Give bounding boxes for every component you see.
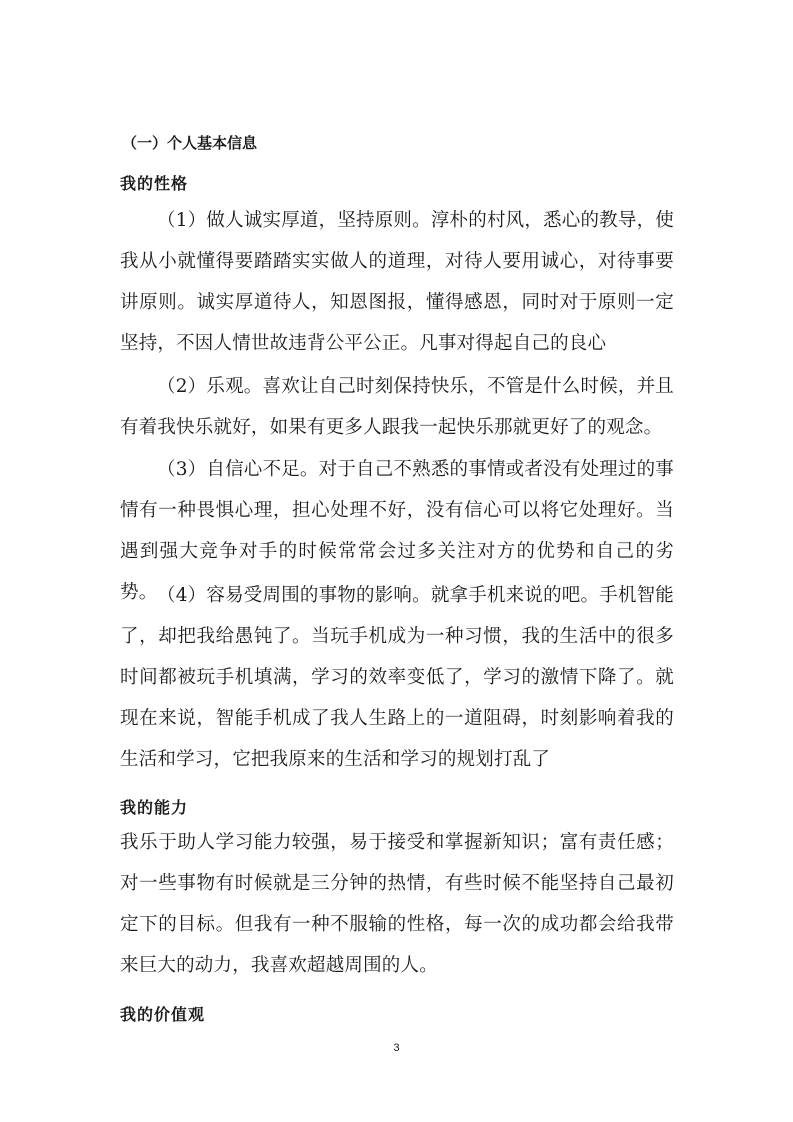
ability-paragraph: 我乐于助人学习能力较强，易于接受和掌握新知识；富有责任感；对一些事物有时候就是三分钟的热情，有些时候不能坚持自己最初定下的目标。但我有一种不服输的性格，每一次的成功都会给我带来巨大的动力，我喜欢超越周围的人。 — [120, 832, 674, 976]
personality-paragraph-3: （3）自信心不足。对于自己不熟悉的事情或者没有处理过的事情有一种畏惧心理，担心处理不好，没有信心可以将它处理好。当遇到强大竞争对手的时候常常会过多关注对方的优势和自己的劣势。 — [120, 459, 674, 603]
personality-paragraph-2: （2）乐观。喜欢让自己时刻保持快乐，不管是什么时候，并且有着我快乐就好，如果有更多人跟我一起快乐那就更好了的观念。 — [120, 376, 674, 438]
personality-paragraph-4: （4）容易受周围的事物的影响。就拿手机来说的吧。手机智能了，却把我给愚钝了。当玩手机成为一种习惯，我的生活中的很多时间都被玩手机填满，学习的效率变低了，学习的激情下降了。就现在来说，智能手机成了我人生路上的一道阻碍，时刻影响着我的生活和学习，它把我原来的生活和学习的规划打乱了 — [120, 585, 674, 770]
ability-heading: 我的能力 — [120, 798, 189, 817]
personality-paragraph-1: （1）做人诚实厚道，坚持原则。淳朴的村风，悉心的教导，使我从小就懂得要踏踏实实做人的道理，对待人要用诚心，对待事要讲原则。诚实厚道待人，知恩图报，懂得感恩，同时对于原则一定坚持，不因人情世故违背公平公正。凡事对得起自己的良心 — [120, 210, 674, 354]
values-heading: 我的价值观 — [120, 1005, 206, 1024]
section-heading: （一）个人基本信息 — [122, 134, 258, 152]
personality-heading: 我的性格 — [120, 174, 189, 193]
page-number: 3 — [393, 1042, 400, 1054]
